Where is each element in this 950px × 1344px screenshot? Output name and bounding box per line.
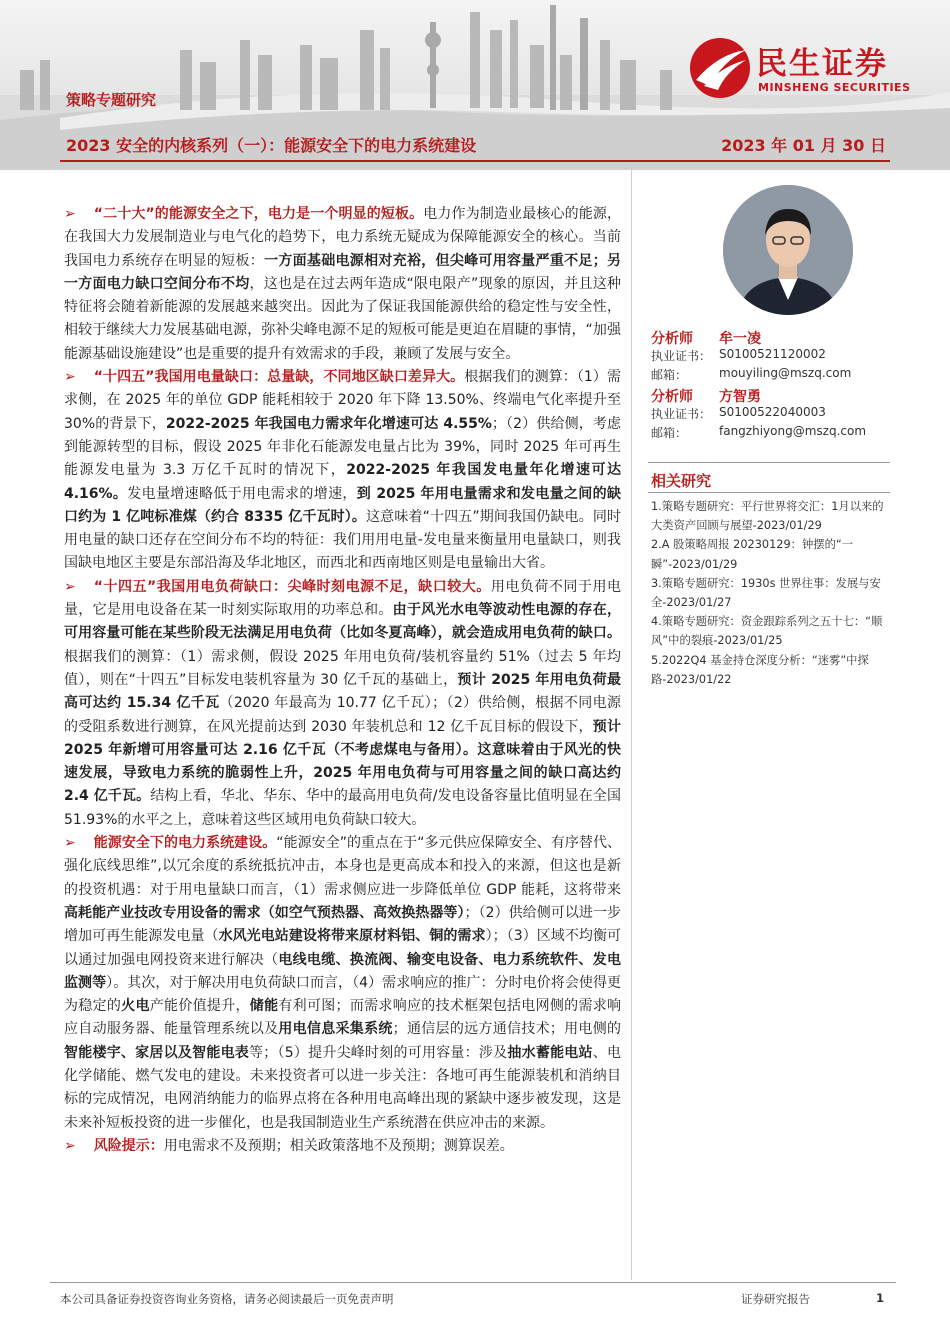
bullet-icon: ➢ <box>64 835 76 852</box>
summary-paragraph-5: ➢ 风险提示：用电需求不及预期；相关政策落地不及预期；测算误差。 <box>64 1137 514 1154</box>
page-number: 1 <box>876 1291 885 1305</box>
related-research-item[interactable]: 5.2022Q4 基金持仓深度分析：“迷雾”中探路-2023/01/22 <box>651 653 869 686</box>
title-divider <box>60 160 890 162</box>
report-summary <box>64 203 621 1158</box>
cert-label: 执业证书： <box>651 349 712 363</box>
related-research-item[interactable]: 4.策略专题研究：资金跟踪系列之五十七：“顺风”中的裂痕-2023/01/25 <box>651 615 883 648</box>
company-logo <box>688 32 928 102</box>
sidebar-divider <box>648 492 890 493</box>
analyst-role: 分析师 <box>651 331 693 347</box>
logo-mark-icon <box>688 36 752 100</box>
related-research-heading: 相关研究 <box>651 472 712 490</box>
logo-text-cn: 民生证券 <box>756 46 888 82</box>
report-title: 2023 安全的内核系列（一）：能源安全下的电力系统建设 <box>66 136 477 155</box>
related-research-item[interactable]: 3.策略专题研究：1930s 世界往事：发展与安全-2023/01/27 <box>651 576 881 610</box>
footer-divider <box>50 1282 896 1283</box>
summary-paragraph-4: ➢ 能源安全下的电力系统建设。“能源安全”的重点在于“多元供应保障安全、有序替代、强化底线思维”,以冗余度的系统抵抗冲击，本身也是更高成本和投入的来源，但这也是新的投资机遇：对于用电量缺口而言，（1）需求侧应进一步降低单位 GDP 能耗，这将带来高耗能产业技改专用设备的需求（如空气预热器、高效换热器等）；（2）供给侧可以进一步增加可再生能源发电量（水风光电站建设将带来原材料铝、铜的需求）；（3）区域不均衡可以通过加强电网投资来进行解决（电线电缆、换流阀、输变电设备、电力系统软件、发电监测等）。其次，对于解决用电负荷缺口而言，（4）需求响应的推广：分时电价将会使得更为稳定的火电产能价值提升，储能有利可图；而需求响应的技术框架包括电网侧的需求响应自动服务器、能量管理系统以及用电信息采集系统；通信层的远方通信技术；用电侧的智能楼宇、家居以及智能电表等；（5）提升尖峰时刻的可用容量：涉及抽水蓄能电站、电化学储能、燃气发电的建设。未来投资者可以进一步关注：各地可再生能源装机和消纳目标的完成情况，电网消纳能力的临界点将在各种用电高峰出现的紧缺中逐步被发现，这是未来补短板投资的进一步催化，也是我国制造业生产系统潜在供应冲击的来源。 <box>64 835 622 1131</box>
column-divider <box>631 170 632 1280</box>
related-research-item[interactable]: 2.A 股策略周报 20230129：钟摆的“一瞬”-2023/01/29 <box>651 538 854 571</box>
logo-text-en: MINSHENG SECURITIES <box>758 81 911 94</box>
analyst-photo <box>723 185 853 315</box>
cert-label: 执业证书： <box>651 407 712 421</box>
analyst-card-2 <box>651 386 891 443</box>
report-date: 2023 年 01 月 30 日 <box>721 136 886 155</box>
summary-paragraph-2: ➢ “十四五”我国用电量缺口：总量缺，不同地区缺口差异大。根据我们的测算：（1）需求侧，在 2025 年的单位 GDP 能耗相较于 2020 年下降 13.50%、终端电气化率提升至 30%的背景下，2022-2025 年我国电力需求年化增速可达 4.55%；（2）供给侧，考虑到能源转型的目标，假设 2025 年非化石能源发电量占比为 39%，同时 2025 年可再生能源发电量为 3.3 万亿千瓦时的情况下，2022-2025 年我国发电量年化增速可达 4.16%。发电量增速略低于用电需求的增速，到 2025 年用电量需求和发电量之间的缺口约为 1 亿吨标准煤（约合 8335 亿千瓦时）。这意味着“十四五”期间我国仍缺电。同时用电量的缺口还存在空间分布不均的特征：我们用用电量-发电量来衡量用电量缺口，则我国缺电地区主要是东部沿海及华北地区，而西北和西南地区则是电量输出大省。 <box>64 369 622 572</box>
bullet-icon: ➢ <box>64 206 76 222</box>
analyst-role: 分析师 <box>651 389 693 405</box>
sidebar-divider <box>648 462 890 463</box>
analyst-email[interactable]: fangzhiyong@mszq.com <box>719 424 867 438</box>
bullet-icon: ➢ <box>64 369 76 386</box>
cert-number: S0100521120002 <box>719 347 826 361</box>
report-category: 策略专题研究 <box>66 91 157 109</box>
analyst-card-1 <box>651 328 891 385</box>
analyst-portrait-icon <box>723 185 853 315</box>
analyst-name: 方智勇 <box>719 389 761 405</box>
summary-paragraph-1: ➢ “二十大”的能源安全之下，电力是一个明显的短板。电力作为制造业最核心的能源，在我国大力发展制造业与电气化的趋势下，电力系统无疑成为保障能源安全的核心。当前我国电力系统存在明显的短板：一方面基础电源相对充裕，但尖峰可用容量严重不足；另一方面电力缺口空间分布不均，这也是在过去两年造成“限电限产”现象的原因，并且这种特征将会随着新能源的发展越来越突出。因此为了保证我国能源供给的稳定性与安全性，相较于继续大力发展基础电源，弥补尖峰电源不足的短板可能是更迫在眉睫的事情，“加强能源基础设施建设”也是重要的提升有效需求的手段，兼顾了发展与安全。 <box>64 206 622 362</box>
analyst-name: 牟一凌 <box>719 331 761 347</box>
related-research-list <box>651 497 891 689</box>
analyst-email[interactable]: mouyiling@mszq.com <box>719 366 852 380</box>
email-label: 邮箱： <box>651 368 688 382</box>
related-research-item[interactable]: 1.策略专题研究：平行世界将交汇：1月以来的大类资产回顾与展望-2023/01/29 <box>651 500 884 533</box>
bullet-icon: ➢ <box>64 578 76 595</box>
bullet-icon: ➢ <box>64 1137 76 1154</box>
footer-disclaimer: 本公司具备证券投资咨询业务资格，请务必阅读最后一页免责声明 <box>60 1292 394 1306</box>
email-label: 邮箱： <box>651 426 688 440</box>
summary-paragraph-3: ➢ “十四五”我国用电负荷缺口：尖峰时刻电源不足，缺口较大。用电负荷不同于用电量，它是用电设备在某一时刻实际取用的功率总和。由于风光水电等波动性电源的存在，可用容量可能在某些阶段无法满足用电负荷（比如冬夏高峰），就会造成用电负荷的缺口。根据我们的测算：（1）需求侧，假设 2025 年用电负荷/装机容量约 51%（过去 5 年均值），则在“十四五”目标发电装机容量为 30 亿千瓦的基础上，预计 2025 年用电负荷最高可达约 15.34 亿千瓦（2020 年最高为 10.77 亿千瓦）；（2）供给侧，根据不同电源的受阻系数进行测算，在风光提前达到 2030 年装机总和 12 亿千瓦目标的假设下，预计 2025 年新增可用容量可达 2.16 亿千瓦（不考虑煤电与备用）。这意味着由于风光的快速发展，导致电力系统的脆弱性上升，2025 年用电负荷与可用容量之间的缺口高达约 2.4 亿千瓦。结构上看，华北、华东、华中的最高用电负荷/发电设备容量比值明显在全国 51.93%的水平之上，意味着这些区域用电负荷缺口较大。 <box>64 578 622 828</box>
footer-report-type: 证券研究报告 <box>741 1292 810 1306</box>
cert-number: S0100522040003 <box>719 405 826 419</box>
